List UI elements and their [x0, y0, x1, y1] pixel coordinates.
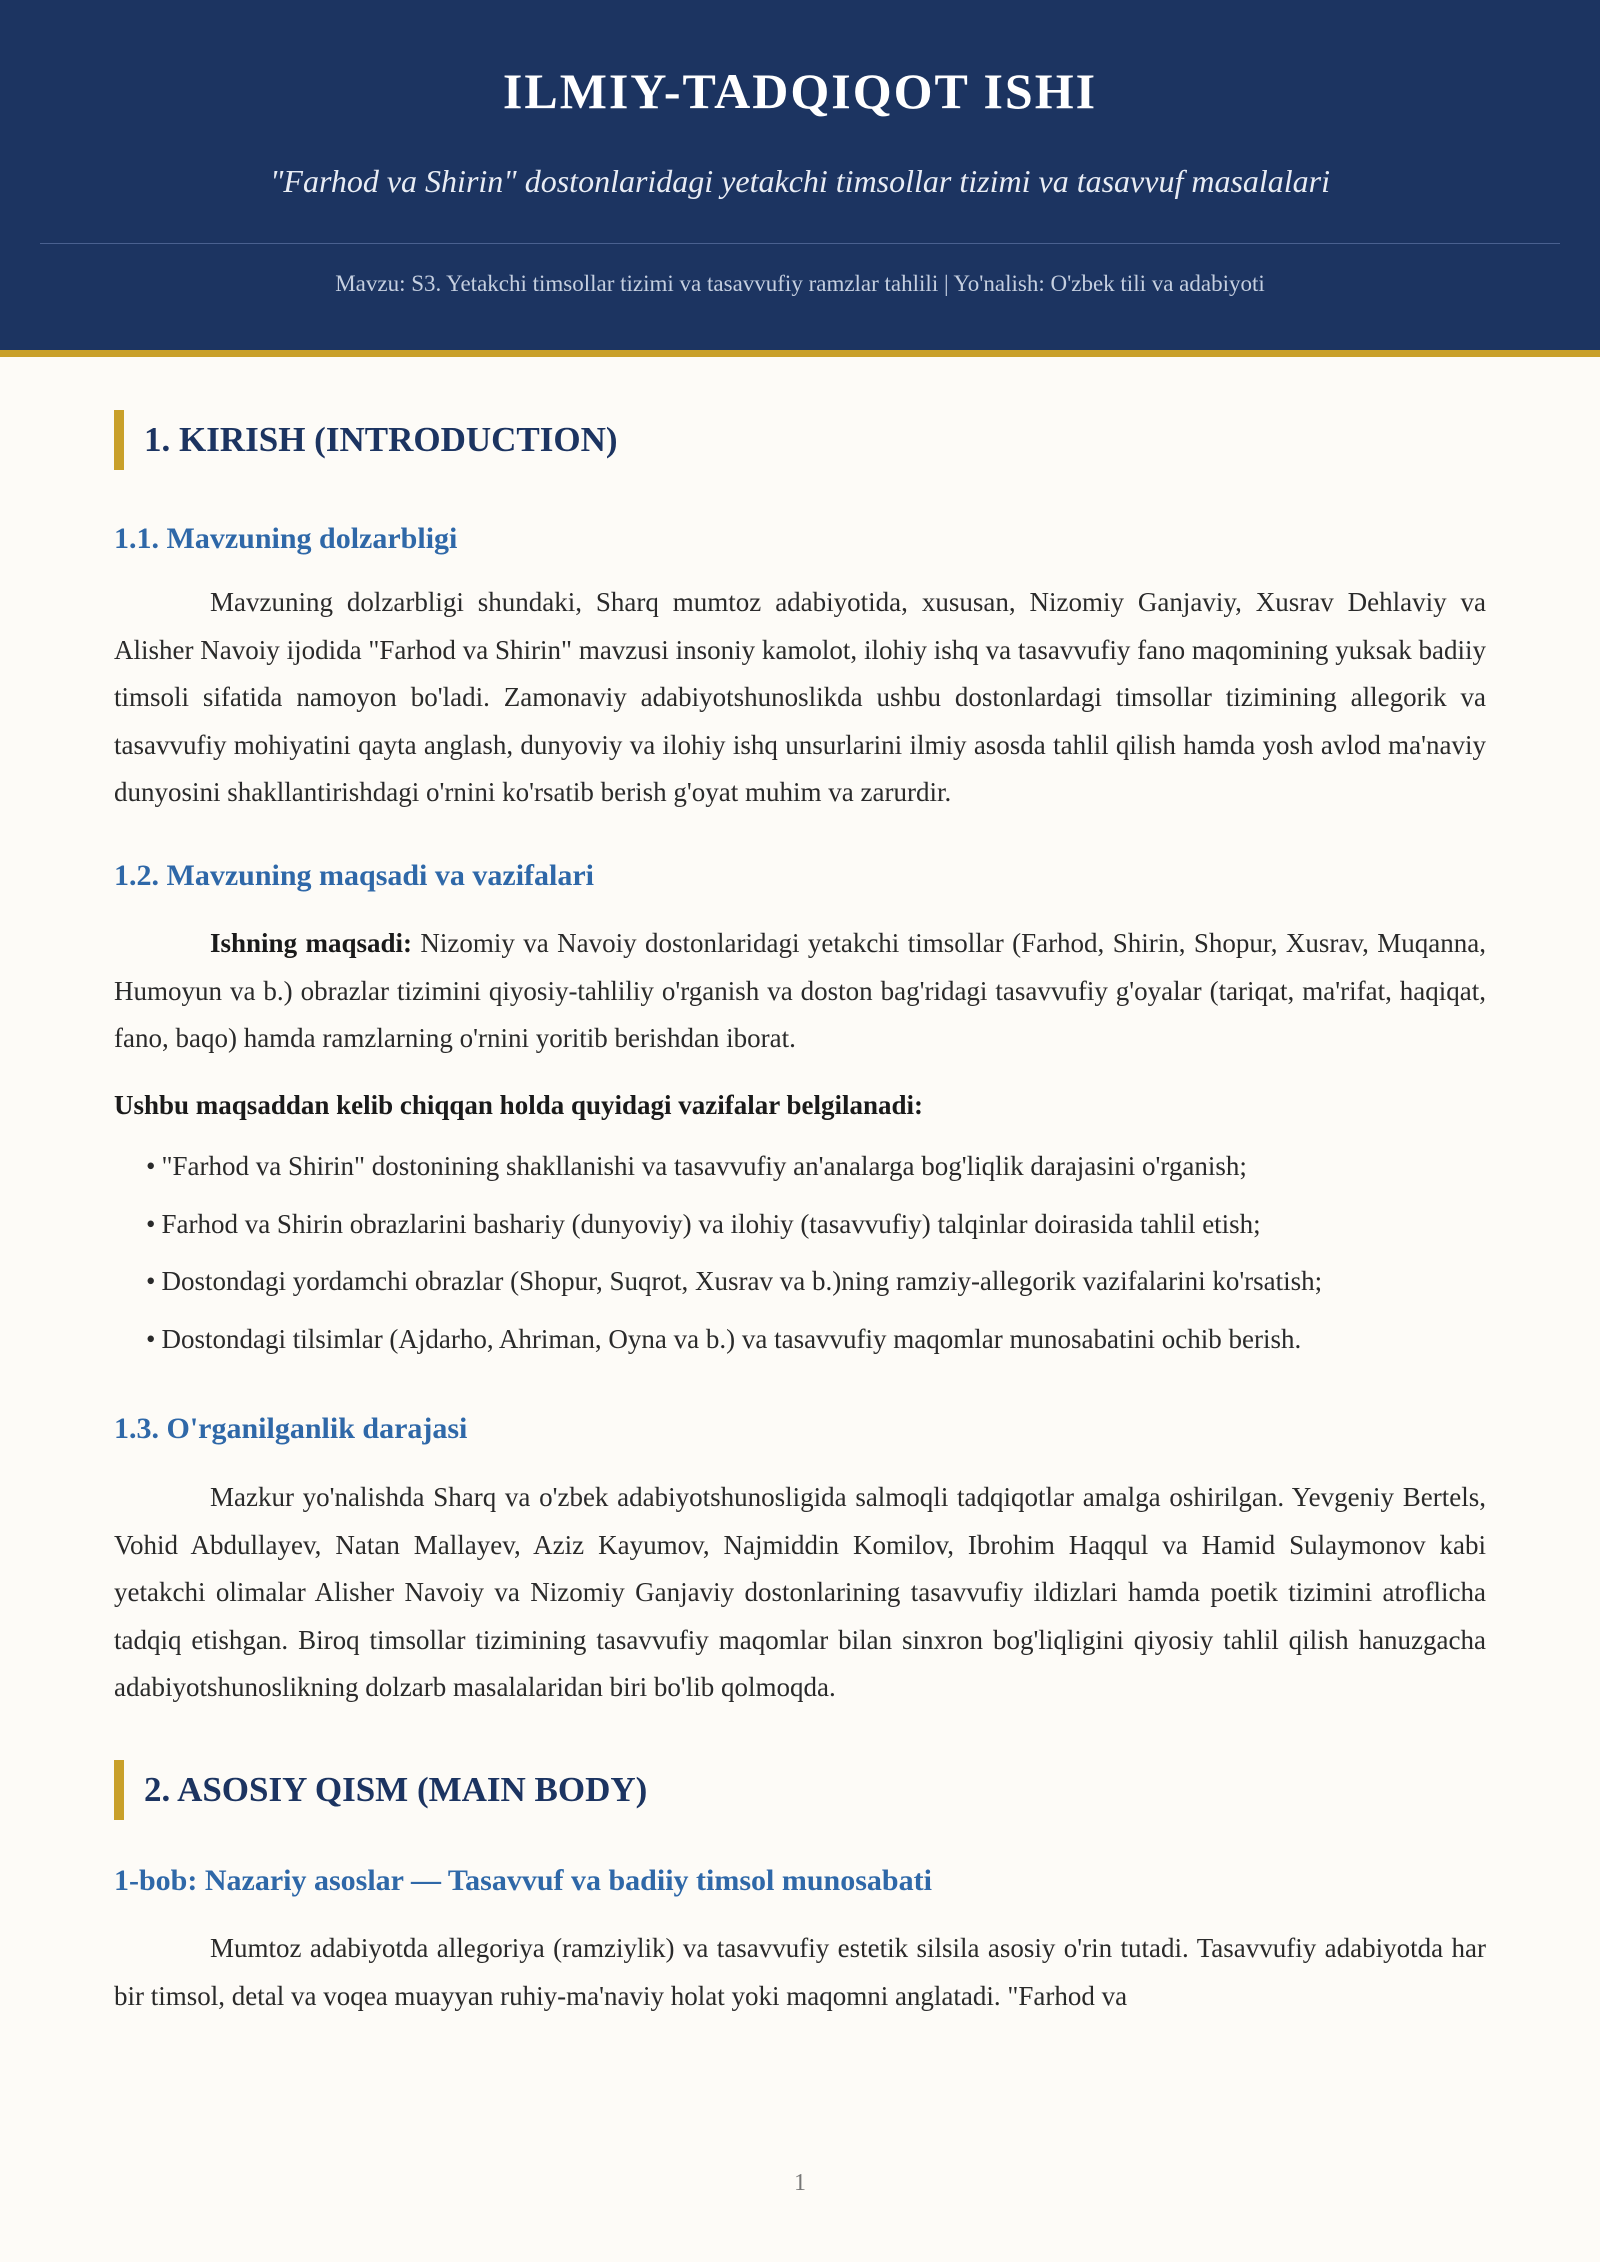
document-title: ILMIY-TADQIQOT ISHI — [502, 63, 1098, 119]
list-item: • Dostondagi yordamchi obrazlar (Shopur, Suqrot, Xusrav va b.)ning ramziy-allegorik vazifalarini ko'rsatish; — [146, 1266, 1323, 1296]
paragraph-relevance: Mavzuning dolzarbligi shundaki, Sharq mumtoz adabiyotida, xususan, Nizomiy Ganjaviy, Xusrav Dehlaviy va Alisher Navoiy ijodida "Farhod va Shirin" mavzusi insoniy kamolot, ilohiy ishq va tasavvufiy fano maqomining yuksak badiiy timsoli sifatida namoyon bo'ladi. Zamonaviy adabiyotshunoslikda ushbu dostonlardagi timsollar tizimining allegorik va tasavvufiy mohiyatini qayta anglash, dunyoviy va ilohiy ishq unsurlarini ilmiy asosda tahlil qilish hamda yosh avlod ma'naviy dunyosini shakllantirishdagi o'rnini ko'rsatib berish g'oyat muhim va zarurdir. — [114, 587, 1486, 807]
list-item: • "Farhod va Shirin" dostonining shakllanishi va tasavvufiy an'analarga bog'liqlik darajasini o'rganish; — [146, 1151, 1247, 1181]
subsection-heading-research-level: 1.3. O'rganilganlik darajasi — [114, 1412, 468, 1445]
list-item: • Farhod va Shirin obrazlarini bashariy (dunyoviy) va ilohiy (tasavvufiy) talqinlar doirasida tahlil etish; — [146, 1208, 1261, 1239]
document-meta: Mavzu: S3. Yetakchi timsollar tizimi va tasavvufiy ramzlar tahlili | Yo'nalish: O'zbek tili va adabiyoti — [335, 271, 1265, 296]
tasks-intro: Ushbu maqsaddan kelib chiqqan holda quyidagi vazifalar belgilanadi: — [114, 1090, 924, 1120]
page-number: 1 — [794, 2170, 806, 2196]
paragraph-goal — [114, 920, 1486, 1063]
subsection-heading-goals: 1.2. Mavzuning maqsadi va vazifalari — [114, 859, 595, 892]
goal-label: Ishning maqsadi: — [210, 928, 412, 958]
list-item: • Dostondagi tilsimlar (Ajdarho, Ahriman, Oyna va b.) va tasavvufiy maqomlar munosabatini ochib berish. — [146, 1323, 1302, 1354]
paragraph-theory: Mumtoz adabiyotda allegoriya (ramziylik) va tasavvufiy estetik silsila asosiy o'rin tutadi. Tasavvufiy adabiyotda har bir timsol, detal va voqea muayyan ruhiy-ma'naviy holat yoki maqomni anglatadi. "Farhod va — [114, 1933, 1486, 2011]
section-heading-main-body: 2. ASOSIY QISM (MAIN BODY) — [114, 1760, 1486, 1820]
subsection-heading-relevance: 1.1. Mavzuning dolzarbligi — [114, 522, 458, 555]
section-heading-introduction: 1. KIRISH (INTRODUCTION) — [114, 410, 1486, 470]
chapter-heading-theory: 1-bob: Nazariy asoslar — Tasavvuf va badiiy timsol munosabati — [114, 1864, 932, 1897]
document-subtitle: "Farhod va Shirin" dostonlaridagi yetakchi timsollar tizimi va tasavvuf masalalari — [269, 163, 1331, 199]
paragraph-research-level: Mazkur yo'nalishda Sharq va o'zbek adabiyotshunosligida salmoqli tadqiqotlar amalga oshirilgan. Yevgeniy Bertels, Vohid Abdullayev, Natan Mallayev, Aziz Kayumov, Najmiddin Komilov, Ibrohim Haqqul va Hamid Sulaymonov kabi yetakchi olimalar Alisher Navoiy va Nizomiy Ganjaviy dostonlarining tasavvufiy ildizlari hamda poetik tizimini atroflicha tadqiq etishgan. Biroq timsollar tizimining tasavvufiy maqomlar bilan sinxron bog'liqligini qiyosiy tahlil qilish hanuzgacha adabiyotshunoslikning dolzarb masalalaridan biri bo'lib qolmoqda. — [114, 1482, 1486, 1702]
task-list — [146, 1138, 1486, 1368]
document-header — [0, 0, 1600, 357]
goal-text: Nizomiy va Navoiy dostonlaridagi yetakchi timsollar (Farhod, Shirin, Shopur, Xusrav, Muqanna, Humoyun va b.) obrazlar tizimini qiyosiy-tahliliy o'rganish va doston bag'ridagi tasavvufiy g'oyalar (tariqat, ma'rifat, haqiqat, fano, baqo) hamda ramzlarning o'rnini yoritib berishdan iborat. — [114, 928, 1486, 1053]
header-divider — [40, 243, 1560, 244]
